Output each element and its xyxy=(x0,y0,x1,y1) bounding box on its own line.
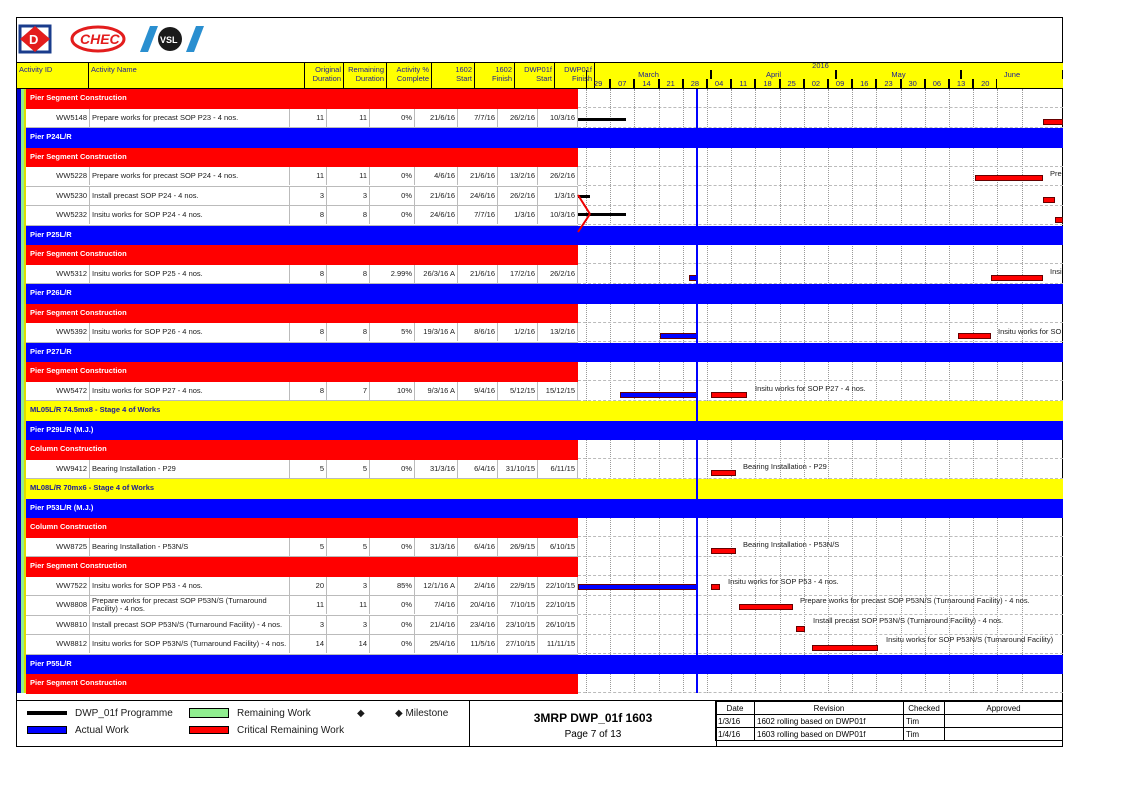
svg-text:VSL: VSL xyxy=(160,35,178,45)
cell-f2: 15/12/15 xyxy=(538,382,578,400)
wbs-label: Pier Segment Construction xyxy=(30,561,127,570)
cell-name: Insitu works for SOP P25 - 4 nos. xyxy=(90,265,290,283)
row-divider xyxy=(578,263,1063,264)
cell-id: WW5472 xyxy=(26,382,90,400)
cell-s2: 1/3/16 xyxy=(498,206,538,224)
logo-chec xyxy=(70,24,130,54)
cell-f1: 20/4/16 xyxy=(458,596,498,614)
cell-s2: 26/2/16 xyxy=(498,187,538,205)
actual-bar[interactable] xyxy=(660,333,697,339)
cell-od: 3 xyxy=(290,187,327,205)
cell-f1: 2/4/16 xyxy=(458,577,498,595)
legend-critical-label: Critical Remaining Work xyxy=(237,725,345,736)
cell-s2: 17/2/16 xyxy=(498,265,538,283)
cell-f2: 22/10/15 xyxy=(538,577,578,595)
cell-s2: 7/10/15 xyxy=(498,596,538,614)
wbs-band-extension xyxy=(578,655,1063,675)
rev-header-date: Date xyxy=(716,702,755,715)
cell-pct: 0% xyxy=(370,206,415,224)
rev-header-checked: Checked xyxy=(904,702,945,715)
bar-label: Insitu works for SOP P53 - 4 nos. xyxy=(728,576,839,586)
bar-label: Insitu works for SOP P27 - 4 nos. xyxy=(755,383,866,393)
cell-rd: 8 xyxy=(327,323,370,341)
critical-bar[interactable] xyxy=(812,645,878,651)
cell-f1: 11/5/16 xyxy=(458,635,498,653)
bar-label: Prepare works for precast SOP P53N/S (Turnaround Facility) - 4 nos. xyxy=(800,596,1030,605)
wbs-band-extension xyxy=(578,421,1063,441)
wbs-label: Pier P27L/R xyxy=(30,346,72,356)
svg-text:D: D xyxy=(29,32,39,47)
cell-f1: 23/4/16 xyxy=(458,616,498,634)
cell-id: WW9412 xyxy=(26,460,90,478)
cell-f2: 10/3/16 xyxy=(538,109,578,127)
cell-od: 5 xyxy=(290,460,327,478)
row-divider xyxy=(578,205,1063,206)
rev-approved xyxy=(945,715,1063,728)
cell-od: 8 xyxy=(290,382,327,400)
col-activity-complete[interactable]: Activity % Complete xyxy=(387,63,432,88)
cell-s2: 13/2/16 xyxy=(498,167,538,185)
timescale-week: 13 xyxy=(949,79,973,88)
cell-pct: 0% xyxy=(370,538,415,556)
col-1602-finish[interactable]: 1602 Finish xyxy=(475,63,515,88)
legend-programme-swatch xyxy=(27,711,67,715)
cell-id: WW8725 xyxy=(26,538,90,556)
wbs-label: Pier Segment Construction xyxy=(30,678,127,687)
activity-row[interactable] xyxy=(26,323,578,343)
wbs-label: ML08L/R 70mx6 - Stage 4 of Works xyxy=(30,483,155,492)
cell-id: WW5230 xyxy=(26,187,90,205)
cell-pct: 85% xyxy=(370,577,415,595)
row-divider xyxy=(578,107,1063,108)
cell-f2: 1/3/16 xyxy=(538,187,578,205)
legend-milestone-label: ◆ Milestone xyxy=(395,708,449,719)
baseline-bar xyxy=(578,118,626,121)
activity-row[interactable] xyxy=(26,538,578,558)
cell-pct: 2.99% xyxy=(370,265,415,283)
activity-row[interactable] xyxy=(26,616,578,636)
relationship-lines xyxy=(576,190,596,240)
cell-f2: 26/10/15 xyxy=(538,616,578,634)
logo-vsl xyxy=(136,24,206,54)
grid-line xyxy=(707,89,708,693)
timescale-week: 29 xyxy=(586,79,610,88)
wbs-band-blue[interactable] xyxy=(26,421,578,441)
critical-bar[interactable] xyxy=(711,584,720,590)
wbs-label: Pier P53L/R (M.J.) xyxy=(30,502,94,512)
col-original-duration[interactable]: Original Duration xyxy=(305,63,344,88)
cell-f1: 9/4/16 xyxy=(458,382,498,400)
activity-row[interactable] xyxy=(26,460,578,480)
wbs-band-extension xyxy=(578,226,1063,246)
timescale-week: 20 xyxy=(973,79,997,88)
cell-name: Insitu works for SOP P27 - 4 nos. xyxy=(90,382,290,400)
cell-name: Install precast SOP P24 - 4 nos. xyxy=(90,187,290,205)
timescale-week: 07 xyxy=(610,79,634,88)
cell-rd: 11 xyxy=(327,167,370,185)
cell-s1: 21/4/16 xyxy=(415,616,458,634)
wbs-label: Pier P24L/R xyxy=(30,132,72,141)
critical-bar[interactable] xyxy=(975,175,1043,181)
bar-label: Pre xyxy=(1050,169,1062,178)
legend-critical-swatch xyxy=(189,726,229,734)
rev-header-approved: Approved xyxy=(945,702,1063,715)
cell-id: WW5312 xyxy=(26,265,90,283)
wbs-label: Column Construction xyxy=(30,444,107,453)
cell-name: Prepare works for precast SOP P53N/S (Turnaround Facility) - 4 nos. xyxy=(90,596,290,614)
wbs-band-red[interactable] xyxy=(26,557,578,577)
cell-f1: 6/4/16 xyxy=(458,460,498,478)
row-divider xyxy=(578,556,1063,557)
rev-date: 1/3/16 xyxy=(716,715,755,728)
cell-s1: 21/6/16 xyxy=(415,109,458,127)
rev-date: 1/4/16 xyxy=(716,728,755,741)
activity-row[interactable] xyxy=(26,167,578,187)
footer xyxy=(17,700,1063,747)
cell-id: WW5148 xyxy=(26,109,90,127)
cell-s1: 7/4/16 xyxy=(415,596,458,614)
wbs-band-red[interactable] xyxy=(26,362,578,382)
critical-bar[interactable] xyxy=(1043,197,1055,203)
cell-od: 11 xyxy=(290,596,327,614)
row-divider xyxy=(578,166,1063,167)
critical-bar[interactable] xyxy=(711,392,747,398)
title-block xyxy=(469,701,717,747)
wbs-band-blue[interactable] xyxy=(26,343,578,363)
cell-id: WW8808 xyxy=(26,596,90,614)
wbs-label: Pier P29L/R (M.J.) xyxy=(30,424,94,434)
cell-s1: 25/4/16 xyxy=(415,635,458,653)
cell-od: 11 xyxy=(290,167,327,185)
timescale-week: 06 xyxy=(925,79,949,88)
col-activity-name[interactable]: Activity Name xyxy=(89,63,305,88)
cell-od: 11 xyxy=(290,109,327,127)
cell-name: Insitu works for SOP P53 - 4 nos. xyxy=(90,577,290,595)
cell-id: WW7522 xyxy=(26,577,90,595)
cell-od: 5 xyxy=(290,538,327,556)
cell-s1: 9/3/16 A xyxy=(415,382,458,400)
critical-bar[interactable] xyxy=(711,548,736,554)
cell-s1: 4/6/16 xyxy=(415,167,458,185)
timescale-week: 25 xyxy=(780,79,804,88)
rev-text: 1602 rolling based on DWP01f xyxy=(755,715,904,728)
cell-name: Insitu works for SOP P24 - 4 nos. xyxy=(90,206,290,224)
wbs-band-extension xyxy=(578,128,1063,148)
cell-f2: 13/2/16 xyxy=(538,323,578,341)
rev-text: 1603 rolling based on DWP01f xyxy=(755,728,904,741)
cell-f1: 7/7/16 xyxy=(458,206,498,224)
timescale-week: 09 xyxy=(828,79,852,88)
col-dwp-finish[interactable]: DWP01f Finish xyxy=(555,63,595,88)
col-activity-id[interactable]: Activity ID xyxy=(17,63,89,88)
timescale-year: 2016 xyxy=(812,61,829,70)
cell-pct: 0% xyxy=(370,109,415,127)
cell-f2: 6/10/15 xyxy=(538,538,578,556)
wbs-band-blue[interactable] xyxy=(26,655,578,675)
bar-label: Install precast SOP P53N/S (Turnaround Facility) - 4 nos. xyxy=(813,615,1004,625)
timescale-week: 02 xyxy=(804,79,828,88)
wbs-label: Pier P55L/R xyxy=(30,658,72,668)
timescale-week: 21 xyxy=(659,79,683,88)
cell-s1: 19/3/16 A xyxy=(415,323,458,341)
legend-actual-swatch xyxy=(27,726,67,734)
activity-row[interactable] xyxy=(26,187,578,207)
grid-line xyxy=(586,89,587,693)
wbs-band-red[interactable] xyxy=(26,440,578,460)
rev-checked: Tim xyxy=(904,728,945,741)
row-divider xyxy=(578,322,1063,323)
cell-rd: 3 xyxy=(327,577,370,595)
wbs-label: Pier Segment Construction xyxy=(30,93,127,102)
timescale-week: 23 xyxy=(876,79,900,88)
critical-bar[interactable] xyxy=(1055,217,1063,223)
bar-label: Bearing Installation - P53N/S xyxy=(743,539,840,549)
cell-f2: 26/2/16 xyxy=(538,167,578,185)
cell-od: 3 xyxy=(290,616,327,634)
wbs-label: ML05L/R 74.5mx8 - Stage 4 of Works xyxy=(30,405,161,414)
cell-f2: 10/3/16 xyxy=(538,206,578,224)
wbs-band-blue[interactable] xyxy=(26,499,578,519)
cell-name: Prepare works for precast SOP P23 - 4 nos. xyxy=(90,109,290,127)
cell-s1: 12/1/16 A xyxy=(415,577,458,595)
wbs-band-red[interactable] xyxy=(26,148,578,168)
activity-row[interactable] xyxy=(26,635,578,655)
revision-table xyxy=(715,701,1063,741)
legend-actual-label: Actual Work xyxy=(75,725,129,736)
row-divider xyxy=(578,380,1063,381)
critical-bar[interactable] xyxy=(711,470,736,476)
timescale-month: April xyxy=(711,70,836,79)
cell-rd: 8 xyxy=(327,265,370,283)
activity-row[interactable] xyxy=(26,265,578,285)
cell-pct: 0% xyxy=(370,460,415,478)
cell-s2: 23/10/15 xyxy=(498,616,538,634)
legend-remaining-swatch xyxy=(189,708,229,718)
cell-od: 8 xyxy=(290,206,327,224)
data-date-line xyxy=(696,89,698,693)
wbs-band-blue[interactable] xyxy=(26,284,578,304)
cell-rd: 5 xyxy=(327,460,370,478)
wbs-band-yellow[interactable] xyxy=(26,401,578,421)
cell-f2: 11/11/15 xyxy=(538,635,578,653)
wbs-band-yellow[interactable] xyxy=(26,479,578,499)
cell-name: Insitu works for SOP P53N/S (Turnaround Facility) - 4 nos. xyxy=(90,635,290,653)
wbs-label: Column Construction xyxy=(30,522,107,531)
row-divider xyxy=(578,185,1063,186)
row-divider xyxy=(578,536,1063,537)
cell-f1: 21/6/16 xyxy=(458,265,498,283)
svg-text:CHEC: CHEC xyxy=(80,31,120,47)
bar-label: Insitu works for SO xyxy=(998,327,1062,336)
timescale-week: 30 xyxy=(901,79,925,88)
activity-row[interactable] xyxy=(26,109,578,129)
cell-pct: 0% xyxy=(370,187,415,205)
cell-s2: 26/2/16 xyxy=(498,109,538,127)
wbs-band-red[interactable] xyxy=(26,89,578,109)
timescale-week: 18 xyxy=(755,79,779,88)
cell-rd: 14 xyxy=(327,635,370,653)
cell-pct: 0% xyxy=(370,635,415,653)
cell-s1: 26/3/16 A xyxy=(415,265,458,283)
cell-s1: 31/3/16 xyxy=(415,460,458,478)
legend-milestone-a: ◆ xyxy=(357,708,365,719)
cell-f1: 24/6/16 xyxy=(458,187,498,205)
wbs-label: Pier Segment Construction xyxy=(30,249,127,258)
cell-s2: 31/10/15 xyxy=(498,460,538,478)
bar-label: Bearing Installation - P29 xyxy=(743,461,827,471)
cell-id: WW5228 xyxy=(26,167,90,185)
page-number: Page 7 of 13 xyxy=(564,729,622,740)
wbs-band-extension xyxy=(578,401,1063,421)
cell-id: WW5392 xyxy=(26,323,90,341)
cell-name: Insitu works for SOP P26 - 4 nos. xyxy=(90,323,290,341)
cell-od: 14 xyxy=(290,635,327,653)
cell-name: Install precast SOP P53N/S (Turnaround Facility) - 4 nos. xyxy=(90,616,290,634)
activity-row[interactable] xyxy=(26,382,578,402)
actual-bar[interactable] xyxy=(620,392,697,398)
cell-name: Bearing Installation - P53N/S xyxy=(90,538,290,556)
timescale-month: June xyxy=(961,70,1063,79)
col-dwp-start[interactable]: DWP01f Start xyxy=(515,63,555,88)
wbs-label: Pier Segment Construction xyxy=(30,151,127,161)
cell-s2: 27/10/15 xyxy=(498,635,538,653)
timescale-week: 04 xyxy=(707,79,731,88)
row-divider xyxy=(578,458,1063,459)
timescale-week: 28 xyxy=(683,79,707,88)
timescale-week: 11 xyxy=(731,79,755,88)
wbs-band-blue[interactable] xyxy=(26,128,578,148)
rev-checked: Tim xyxy=(904,715,945,728)
critical-bar[interactable] xyxy=(958,333,991,339)
wbs-band-red[interactable] xyxy=(26,674,578,694)
cell-f1: 6/4/16 xyxy=(458,538,498,556)
wbs-band-red[interactable] xyxy=(26,304,578,324)
cell-f2: 26/2/16 xyxy=(538,265,578,283)
grid-line xyxy=(610,89,611,693)
wbs-label: Pier Segment Construction xyxy=(30,366,127,375)
cell-id: WW5232 xyxy=(26,206,90,224)
timescale-month: March xyxy=(586,70,711,79)
cell-f2: 22/10/15 xyxy=(538,596,578,614)
wbs-band-extension xyxy=(578,284,1063,304)
legend-remaining-label: Remaining Work xyxy=(237,708,311,719)
cell-od: 20 xyxy=(290,577,327,595)
cell-f1: 21/6/16 xyxy=(458,167,498,185)
document-title: 3MRP DWP_01f 1603 xyxy=(533,711,653,725)
cell-s2: 26/9/15 xyxy=(498,538,538,556)
rev-approved xyxy=(945,728,1063,741)
logo-d xyxy=(18,24,60,54)
cell-pct: 10% xyxy=(370,382,415,400)
cell-pct: 0% xyxy=(370,167,415,185)
wbs-band-red[interactable] xyxy=(26,518,578,538)
activity-row[interactable] xyxy=(26,577,578,597)
cell-rd: 11 xyxy=(327,596,370,614)
wbs-band-extension xyxy=(578,343,1063,363)
timescale-month: May xyxy=(836,70,961,79)
cell-id: WW8812 xyxy=(26,635,90,653)
col-1602-start[interactable]: 1602 Start xyxy=(432,63,475,88)
critical-bar[interactable] xyxy=(739,604,793,610)
col-remaining-duration[interactable]: Remaining Duration xyxy=(344,63,387,88)
wbs-band-extension xyxy=(578,499,1063,519)
cell-rd: 11 xyxy=(327,109,370,127)
cell-od: 8 xyxy=(290,265,327,283)
cell-f1: 7/7/16 xyxy=(458,109,498,127)
cell-rd: 8 xyxy=(327,206,370,224)
cell-s2: 5/12/15 xyxy=(498,382,538,400)
legend-programme-label: DWP_01f Programme xyxy=(75,708,173,719)
critical-bar[interactable] xyxy=(1043,119,1063,125)
cell-pct: 0% xyxy=(370,596,415,614)
bar-label: Insitu works for SOP P53N/S (Turnaround Facility) xyxy=(886,635,1054,644)
timescale-week: 14 xyxy=(634,79,658,88)
cell-pct: 0% xyxy=(370,616,415,634)
wbs-band-extension xyxy=(578,479,1063,499)
row-divider xyxy=(578,692,1063,693)
cell-od: 8 xyxy=(290,323,327,341)
cell-s1: 24/6/16 xyxy=(415,206,458,224)
critical-bar[interactable] xyxy=(991,275,1043,281)
cell-f2: 6/11/15 xyxy=(538,460,578,478)
wbs-band-blue[interactable] xyxy=(26,226,578,246)
cell-s1: 21/6/16 xyxy=(415,187,458,205)
cell-s1: 31/3/16 xyxy=(415,538,458,556)
cell-rd: 3 xyxy=(327,616,370,634)
cell-rd: 3 xyxy=(327,187,370,205)
cell-s2: 22/9/15 xyxy=(498,577,538,595)
cell-name: Prepare works for precast SOP P24 - 4 nos. xyxy=(90,167,290,185)
cell-name: Bearing Installation - P29 xyxy=(90,460,290,478)
cell-s2: 1/2/16 xyxy=(498,323,538,341)
wbs-label: Pier P25L/R xyxy=(30,229,72,239)
activity-row[interactable] xyxy=(26,596,578,616)
wbs-label: Pier Segment Construction xyxy=(30,307,127,317)
cell-rd: 7 xyxy=(327,382,370,400)
cell-f1: 8/6/16 xyxy=(458,323,498,341)
rev-header-revision: Revision xyxy=(755,702,904,715)
timescale-week: 16 xyxy=(852,79,876,88)
activity-row[interactable] xyxy=(26,206,578,226)
bar-label: Insi xyxy=(1050,266,1062,276)
cell-rd: 5 xyxy=(327,538,370,556)
wbs-label: Pier P26L/R xyxy=(30,288,72,297)
wbs-band-red[interactable] xyxy=(26,245,578,265)
cell-pct: 5% xyxy=(370,323,415,341)
critical-bar[interactable] xyxy=(796,626,805,632)
actual-bar[interactable] xyxy=(578,584,697,590)
cell-id: WW8810 xyxy=(26,616,90,634)
